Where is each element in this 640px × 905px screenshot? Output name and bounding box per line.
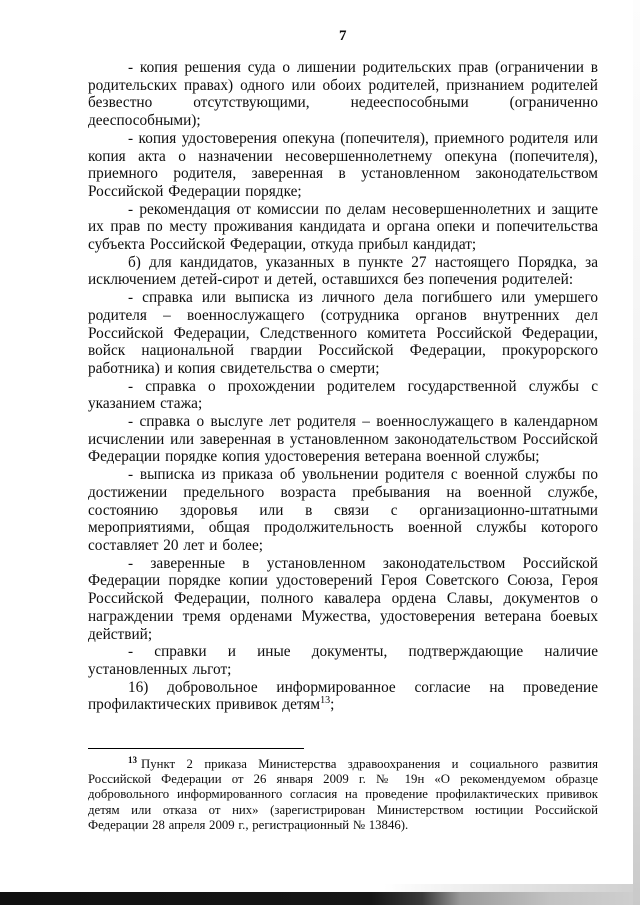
- body-paragraph: - справка о прохождении родителем государственной службы с указанием стажа;: [88, 377, 598, 413]
- scan-edge-artifact: [0, 892, 640, 905]
- footnote-marker: 13: [128, 754, 137, 765]
- body-paragraph: - заверенные в установленном законодательством Российской Федерации порядке копии удостоверений Героя Советского Союза, Героя Российской Федерации, полного кавалера ордена Славы, документов о награждении тремя орденами Мужества, удостоверения ветерана боевых действий;: [88, 554, 598, 643]
- page-number: 7: [339, 28, 347, 44]
- footnote-text: [88, 754, 598, 833]
- body-paragraph: - копия удостоверения опекуна (попечителя), приемного родителя или копия акта о назначении несовершеннолетнему опекуна (попечителя), приемного родителя, заверенная в установленном законодательством Российской Федерации порядке;: [88, 129, 598, 200]
- body-paragraph: - рекомендация от комиссии по делам несовершеннолетних и защите их прав по месту проживания кандидата и органа опеки и попечительства субъекта Российской Федерации, откуда прибыл кандидат;: [88, 200, 598, 254]
- footnote-separator: [88, 748, 304, 749]
- body-paragraph: - справки и иные документы, подтверждающие наличие установленных льгот;: [88, 643, 598, 678]
- footnote-section: [88, 748, 598, 833]
- body-paragraph: - выписка из приказа об увольнении родителя с военной службы по достижении предельного возраста пребывания на военной службе, состоянию здоровья или в связи с организационно-штатными мероприятиями, общая продолжительность военной службы которого составляет 20 лет и более;: [88, 466, 598, 554]
- body-paragraph: - справка о выслуге лет родителя – военнослужащего в календарном исчислении или заверенная в установленном законодательством Российской Федерации порядке копия удостоверения ветерана военной службы;: [88, 413, 598, 466]
- body-paragraph: - копия решения суда о лишении родительских прав (ограничении в родительских правах) одного или обоих родителей, признанием родителей безвестно отсутствующими, недееспособными (ограниченно дееспособными);: [88, 59, 598, 130]
- final-paragraph-text: 16) добровольное информированное согласие на проведение профилактических прививок детям: [88, 678, 598, 714]
- footnote-body: Пункт 2 приказа Министерства здравоохранения и социального развития Российской Федерации от 26 января 2009 г. № 19н «О рекомендуемом образце добровольного информированного согласия на проведение профилактических прививок детям или отказа от них» (зарегистрирован Министерством юстиции Российской Федерации 28 апреля 2009 г., регистрационный № 13846).: [88, 757, 598, 832]
- body-paragraph: - справка или выписка из личного дела погибшего или умершего родителя – военнослужащего (сотрудника органов внутренних дел Российской Федерации, Следственного комитета Российской Федерации, войск национальной гвардии Российской Федерации, прокурорского работника) и копия свидетельства о смерти;: [88, 289, 598, 377]
- footnote-reference: 13: [320, 695, 331, 707]
- body-paragraph-final: [88, 679, 598, 714]
- scan-right-edge-artifact: [633, 0, 640, 905]
- scan-shadow-artifact: [0, 884, 640, 892]
- document-body: [88, 59, 598, 714]
- final-paragraph-suffix: ;: [330, 696, 335, 714]
- body-paragraph: б) для кандидатов, указанных в пункте 27 настоящего Порядка, за исключением детей-сирот и детей, оставшихся без попечения родителей:: [88, 253, 598, 289]
